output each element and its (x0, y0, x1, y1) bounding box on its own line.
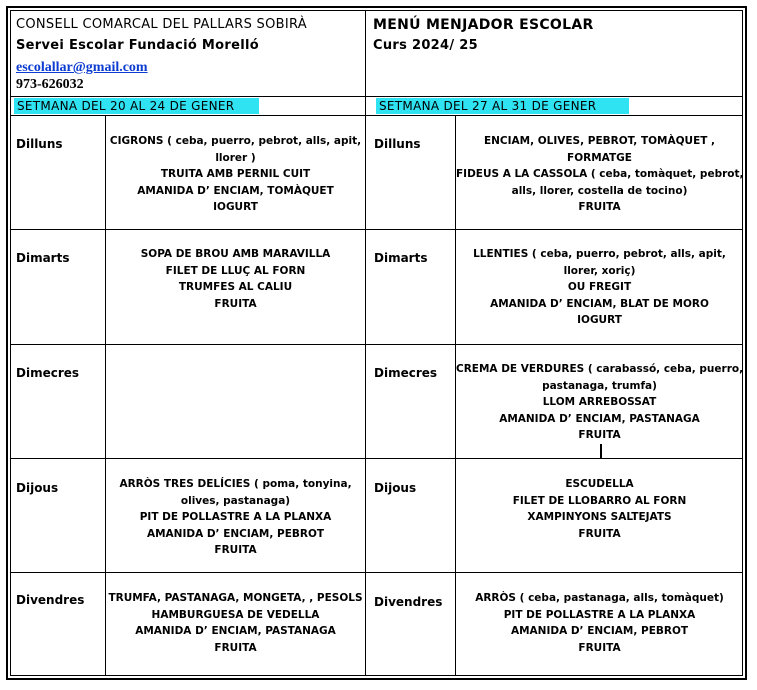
w1-day-wednesday: Dimecres (16, 366, 80, 380)
week-2-label: SETMANA DEL 27 AL 31 DE GENER (376, 98, 629, 114)
menu-line: IOGURT (577, 314, 622, 326)
menu-line: OU FREGIT (567, 281, 632, 293)
w1-day-friday: Divendres (16, 593, 85, 607)
menu-line: ARRÒS ( ceba, pastanaga, alls, tomàquet) (475, 592, 724, 604)
menu-line: FRUITA (214, 544, 257, 556)
menu-line: AMANIDA D’ ENCIAM, BLAT DE MORO (490, 297, 709, 310)
w1-menu-monday (106, 133, 365, 216)
menu-line: alls, llorer, costella de tocino) (511, 184, 688, 197)
menu-line: TRUMFES AL CALIU (178, 281, 293, 293)
menu-line: FRUITA (214, 641, 257, 654)
menu-line: ARRÒS TRES DELÍCIES ( poma, tonyina, (119, 478, 352, 490)
menu-line: AMANIDA D’ ENCIAM, PASTANAGA (499, 412, 700, 425)
w1-day-monday: Dilluns (16, 137, 63, 151)
w2-day-wednesday: Dimecres (374, 366, 438, 380)
w2-menu-tuesday (456, 246, 743, 329)
council-name: CONSELL COMARCAL DEL PALLARS SOBIRÀ (16, 17, 307, 32)
menu-line: AMANIDA D’ ENCIAM, PEBROT (510, 625, 689, 637)
row-rule-3 (10, 458, 743, 459)
menu-line: llorer, xoriç) (563, 264, 636, 277)
w1-day-tuesday: Dimarts (16, 251, 70, 265)
w1-menu-friday (106, 590, 365, 656)
menu-line: IOGURT (213, 201, 258, 213)
contact-phone: 973-626032 (16, 77, 84, 92)
menu-line: FRUITA (578, 201, 621, 213)
menu-line: FILET DE LLUÇ AL FORN (165, 264, 306, 277)
menu-line: AMANIDA D’ ENCIAM, PEBROT (146, 527, 325, 540)
w2-day-monday: Dilluns (374, 137, 421, 151)
header-bottom-rule (10, 96, 743, 97)
menu-line: FRUITA (578, 527, 621, 540)
school-service: Servei Escolar Fundació Morelló (16, 38, 259, 53)
w2-day-friday: Divendres (374, 595, 443, 609)
menu-line: FIDEUS A LA CASSOLA ( ceba, tomàquet, pebrot, (456, 168, 744, 180)
menu-line: TRUMFA, PASTANAGA, MONGETA, , PESOLS (108, 592, 363, 604)
menu-line: FILET DE LLOBARRO AL FORN (512, 494, 687, 507)
w2-menu-thursday (456, 476, 743, 542)
menu-line: FRUITA (214, 297, 257, 310)
w2-menu-wednesday (456, 361, 743, 444)
menu-line: PIT DE POLLASTRE A LA PLANXA (139, 511, 332, 523)
row-rule-2 (10, 344, 743, 345)
menu-line: TRUITA AMB PERNIL CUIT (160, 168, 311, 180)
menu-line: FORMATGE (567, 151, 632, 164)
menu-title: MENÚ MENJADOR ESCOLAR (373, 17, 594, 33)
menu-line: LLOM ARREBOSSAT (542, 396, 657, 408)
menu-line: AMANIDA D’ ENCIAM, TOMÀQUET (137, 184, 334, 197)
menu-line: AMANIDA D’ ENCIAM, PASTANAGA (135, 625, 336, 637)
w1-menu-tuesday (106, 246, 365, 312)
contact-email-link[interactable]: escolallar@gmail.com (16, 60, 148, 75)
week-label-rule (10, 115, 743, 116)
w1-day-thursday: Dijous (16, 481, 59, 495)
menu-line: CREMA DE VERDURES ( carabassó, ceba, puerro, (456, 363, 744, 375)
menu-line: FRUITA (578, 429, 621, 441)
menu-line: HAMBURGUESA DE VEDELLA (151, 608, 320, 621)
menu-line: FRUITA (578, 641, 621, 654)
menu-line: ESCUDELLA (565, 478, 634, 490)
w2-menu-monday (456, 133, 743, 216)
school-year: Curs 2024/ 25 (373, 38, 478, 53)
menu-line: SOPA DE BROU AMB MARAVILLA (140, 248, 331, 260)
text-cursor (600, 444, 602, 458)
row-rule-4 (10, 572, 743, 573)
menu-line: LLENTIES ( ceba, puerro, pebrot, alls, apit, (473, 248, 726, 260)
w1-menu-thursday (106, 476, 365, 559)
row-rule-1 (10, 229, 743, 230)
week-1-label: SETMANA DEL 20 AL 24 DE GENER (14, 98, 259, 114)
menu-line: PIT DE POLLASTRE A LA PLANXA (503, 608, 696, 621)
menu-line: olives, pastanaga) (180, 494, 291, 507)
menu-line: ENCIAM, OLIVES, PEBROT, TOMÀQUET , (483, 135, 716, 147)
w2-day-tuesday: Dimarts (374, 251, 428, 265)
w2-day-thursday: Dijous (374, 481, 417, 495)
menu-line: llorer ) (215, 151, 256, 164)
menu-line: pastanaga, trumfa) (542, 379, 657, 392)
center-divider (365, 10, 366, 676)
w2-menu-friday (456, 590, 743, 656)
menu-line: XAMPINYONS SALTEJATS (527, 511, 672, 523)
menu-line: CIGRONS ( ceba, puerro, pebrot, alls, apit, (109, 135, 362, 147)
